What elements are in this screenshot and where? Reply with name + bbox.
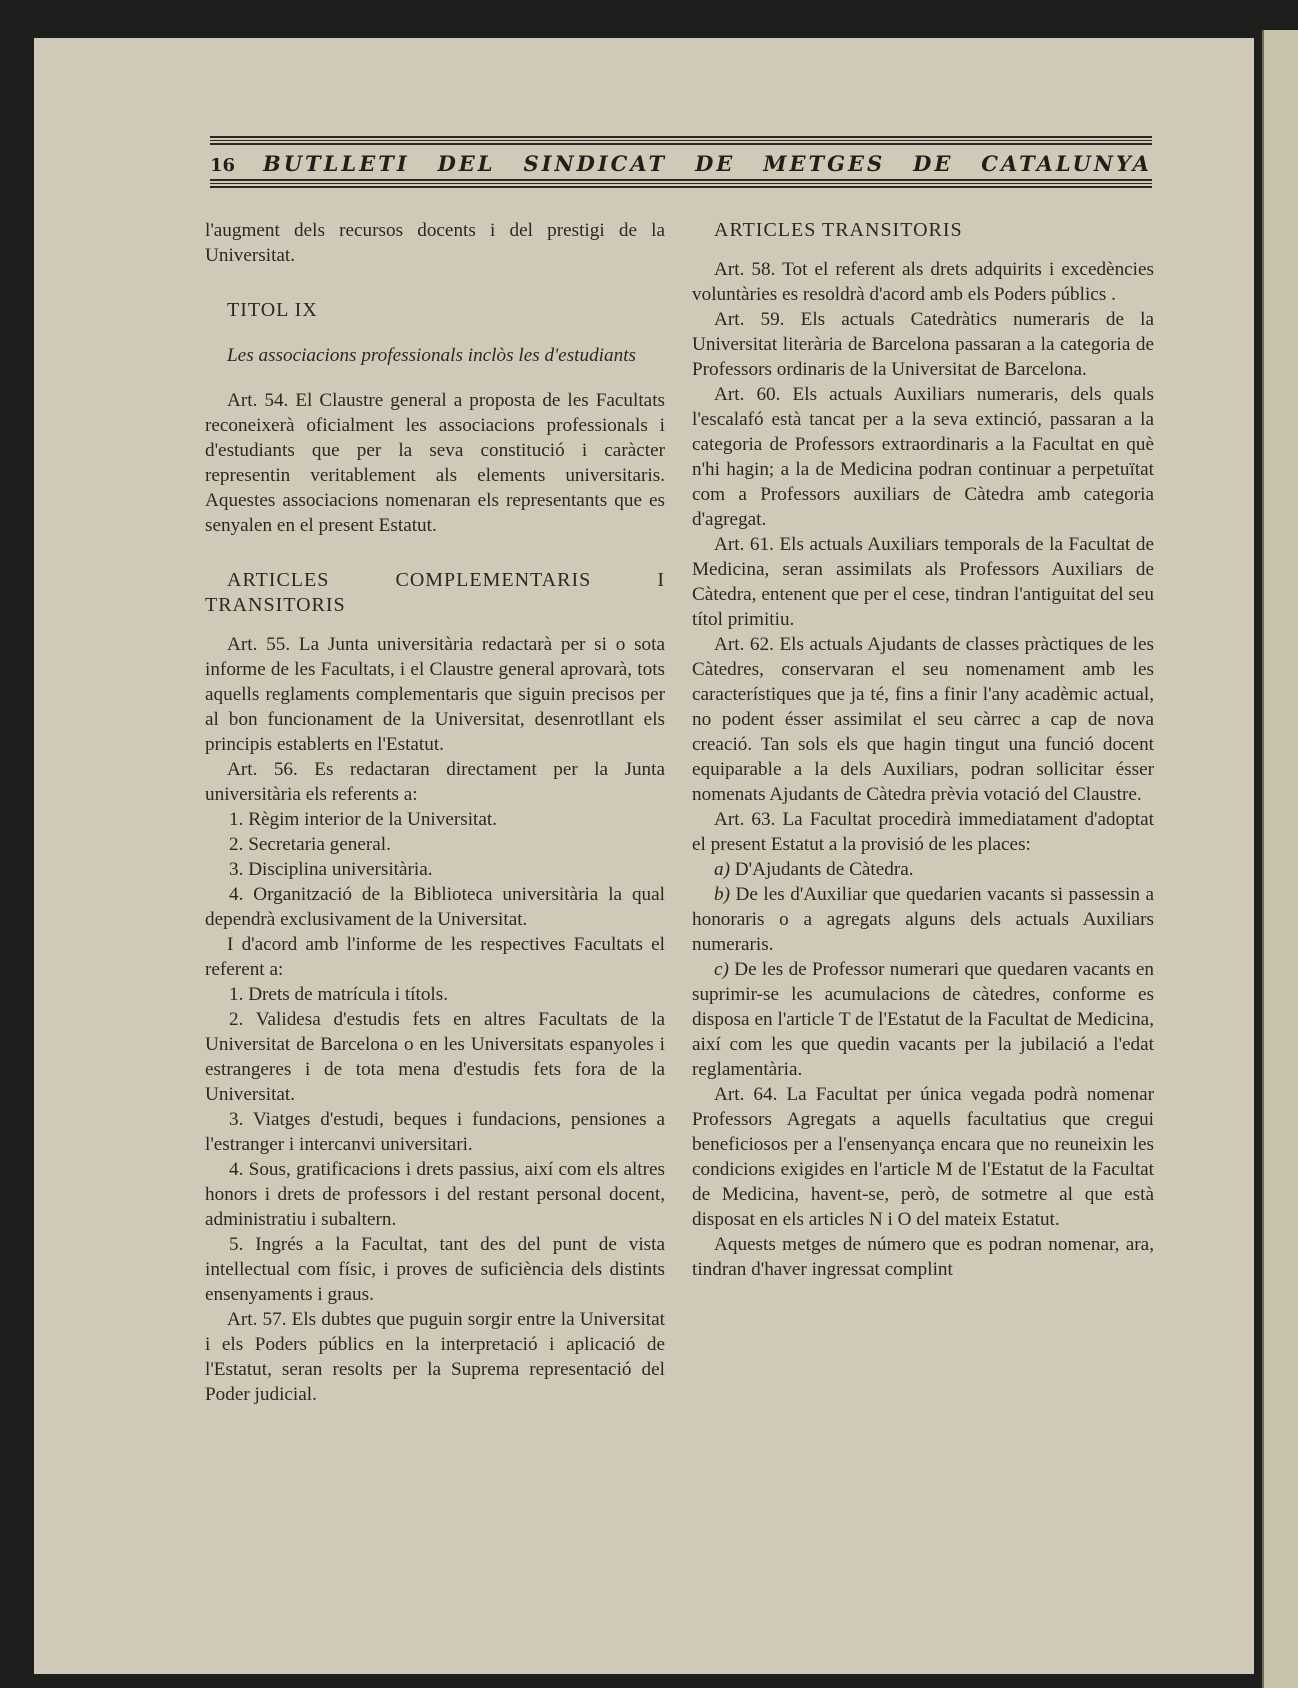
article-54: Art. 54. El Claustre general a proposta de les Facultats reconeixerà oficialment les associacions professionals i d'estudiants que per la seva constitució i caràcter representin veritablement als elements universitaris. Aquestes associacions nomenaran els representants que es senyalen en el present Estatut. [205,390,665,536]
section-heading: ARTICLES COMPLEMENTARIS I TRANSITORIS [205,569,665,616]
section-heading: TITOL IX [227,299,318,321]
article-60: Art. 60. Els actuals Auxiliars numeraris, dels quals l'escalafó està tancat per a la seva extinció, passaran a la categoria de Professors extraordinaris a la Facultat en què n'hi hagin; a la de Medicina podran continuar a perpetuïtat com a Professors auxiliars de Càtedra amb categoria d'agregat. [692,384,1154,530]
article-56: Art. 56. Es redactaran directament per la Junta universitària els referents a: [205,759,665,805]
header-word: SINDICAT [523,151,668,176]
item-letter: a) [714,859,730,880]
item-text: De les d'Auxiliar que quedarien vacants si passessin a honoraris o a agregats alguns dels actuals Auxiliars numeraris. [692,884,1155,955]
list-item [692,857,1154,882]
header-rules-bottom [210,179,1152,188]
article-57: Art. 57. Els dubtes que puguin sorgir entre la Universitat i els Poders públics en la interpretació i aplicació de l'Estatut, seran resolts per la Suprema representació del Poder judicial. [205,1309,665,1405]
list-item: 2. Validesa d'estudis fets en altres Facultats de la Universitat de Barcelona o en les Universitats espanyoles i estrangeres i de tota mena d'estudis fets fora de la Universitat. [205,1009,665,1105]
section-heading: ARTICLES TRANSITORIS [714,219,963,241]
list-item [692,957,1154,1082]
paragraph: Aquests metges de número que es podran nomenar, ara, tindran d'haver ingressat complint [692,1234,1154,1280]
item-text: D'Ajudants de Càtedra. [734,859,914,880]
item-letter: b) [714,884,730,905]
list-item: 5. Ingrés a la Facultat, tant des del punt de vista intellectual com físic, i proves de suficiència dels distints ensenyaments i graus. [205,1234,665,1305]
article-64: Art. 64. La Facultat per única vegada podrà nomenar Professors Agregats a aquells facultatius que cregui beneficiosos per a l'ensenyança encara que no reuneixin les condicions exigides en l'article M de l'Estatut de la Facultat de Medicina, havent-se, però, de sotmetre al que està disposat en els articles N i O del mateix Estatut. [692,1084,1154,1230]
article-63: Art. 63. La Facultat procedirà immediatament d'adoptat el present Estatut a la provisió de les places: [692,809,1154,855]
article-58: Art. 58. Tot el referent als drets adquirits i excedències voluntàries es resoldrà d'acord amb els Poders públics . [692,259,1154,305]
list-item: 1. Règim interior de la Universitat. [229,809,498,830]
list-item: 4. Organització de la Biblioteca universitària la qual dependrà exclusivament de la Universitat. [205,884,665,930]
article-61: Art. 61. Els actuals Auxiliars temporals de la Facultat de Medicina, seran assimilats als Professors Auxiliars de Càtedra, entenent que per el cese, tindran l'antiguitat del seu títol primitiu. [692,534,1154,630]
header-line [210,147,1152,179]
list-item: 2. Secretaria general. [229,834,391,855]
paragraph: I d'acord amb l'informe de les respectives Facultats el referent a: [205,934,665,980]
article-55: Art. 55. La Junta universitària redactarà per si o sota informe de les Facultats, i el Claustre general aprovarà, tots aquells reglaments complementaris que siguin precisos per al bon funcionament de la Universitat, desenrotllant els principis establerts en l'Estatut. [205,634,665,755]
header-rules-top [210,136,1152,145]
left-column [205,218,665,1407]
next-page-edge [1262,30,1298,1688]
right-column [692,218,1154,1282]
item-letter: c) [714,959,729,980]
list-item [692,882,1154,957]
item-text: De les de Professor numerari que quedaren vacants en suprimir-se les acumulacions de càtedres, conforme es disposa en l'article T de l'Estatut de la Facultat de Medicina, així com les que quedin vacants per la jubilació a l'edat reglamentària. [692,959,1154,1080]
list-item: 3. Disciplina universitària. [229,859,433,880]
header-word: METGES [763,151,886,176]
running-header [210,136,1152,190]
header-word: DE [695,151,736,176]
article-59: Art. 59. Els actuals Catedràtics numeraris de la Universitat literària de Barcelona passaran a la categoria de Professors ordinaris de la Universitat de Barcelona. [692,309,1154,380]
header-word: CATALUNYA [981,151,1152,176]
header-word: BUTLLETI [262,151,410,176]
header-word: DE [913,151,954,176]
page-number: 16 [210,155,236,176]
section-subtitle: Les associacions professionals inclòs les d'estudiants [227,345,636,366]
paragraph: l'augment dels recursos docents i del prestigi de la Universitat. [205,220,665,266]
header-word: DEL [437,151,496,176]
list-item: 4. Sous, gratificacions i drets passius, així com els altres honors i drets de professors i del restant personal docent, administratiu i subaltern. [205,1159,665,1230]
list-item: 3. Viatges d'estudi, beques i fundacions, pensiones a l'estranger i intercanvi universitari. [205,1109,665,1155]
list-item: 1. Drets de matrícula i títols. [229,984,449,1005]
article-62: Art. 62. Els actuals Ajudants de classes pràctiques de les Càtedres, conservaran el seu nomenament amb les característiques que ja té, fins a finir l'any acadèmic actual, no podent ésser assimilat el seu càrrec a cap de nova creació. Tan sols els que hagin tingut una funció docent equiparable a la dels Auxiliars, podran sollicitar ésser nomenats Ajudants de Càtedra prèvia votació del Claustre. [692,634,1154,805]
